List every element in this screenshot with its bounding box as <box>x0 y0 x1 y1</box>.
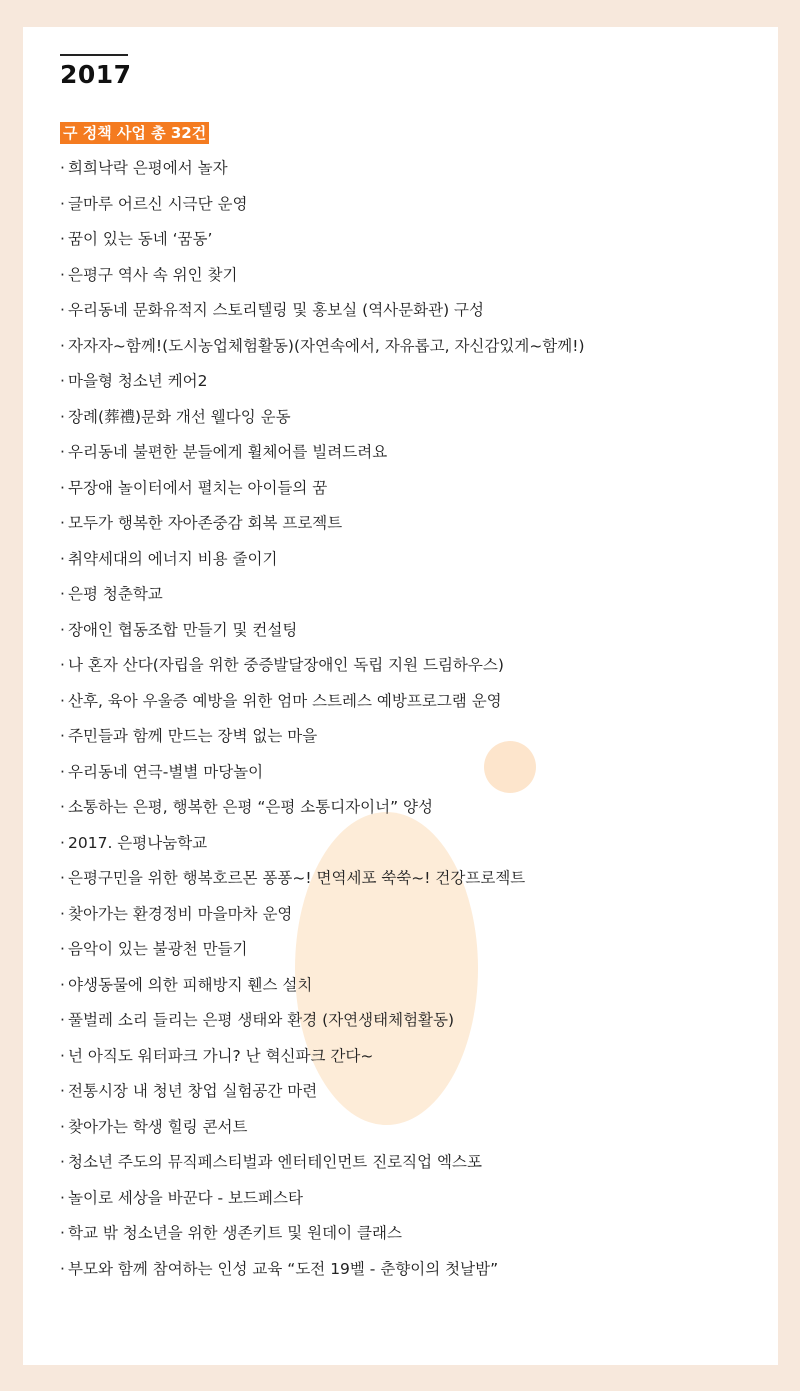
list-item-text: 우리동네 불편한 분들에게 휠체어를 빌려드려요 <box>68 443 388 461</box>
bullet-dot: · <box>60 762 65 781</box>
list-item <box>60 400 585 436</box>
list-item-text: 마을형 청소년 케어2 <box>68 372 208 390</box>
bullet-dot: · <box>60 478 65 497</box>
list-item <box>60 1003 585 1039</box>
list-item-text: 청소년 주도의 뮤직페스티벌과 엔터테인먼트 진로직업 엑스포 <box>68 1153 482 1171</box>
list-item <box>60 932 585 968</box>
list-item-text: 전통시장 내 청년 창업 실험공간 마련 <box>68 1082 318 1100</box>
list-item-text: 자자자~함께!(도시농업체험활동)(자연속에서, 자유롭고, 자신감있게~함께!) <box>68 336 585 355</box>
list-item-text: 은평 청춘학교 <box>68 585 163 603</box>
bullet-dot: · <box>60 904 65 923</box>
list-item-text: 글마루 어르신 시극단 운영 <box>68 194 248 213</box>
list-item <box>60 684 585 720</box>
list-item-text: 음악이 있는 불광천 만들기 <box>68 940 248 958</box>
bullet-dot: · <box>60 301 65 319</box>
list-item-text: 야생동물에 의한 피해방지 휀스 설치 <box>68 975 313 994</box>
bullet-dot: · <box>60 1188 65 1207</box>
list-item <box>60 826 585 862</box>
bullet-dot: · <box>60 514 65 532</box>
list-item-text: 장애인 협동조합 만들기 및 컨설팅 <box>68 620 298 639</box>
list-item <box>60 1216 585 1252</box>
bullet-dot: · <box>60 443 65 461</box>
bullet-dot: · <box>60 798 65 816</box>
bullet-dot: · <box>60 1153 65 1171</box>
list-item-text: 풀벌레 소리 들리는 은평 생태와 환경 (자연생태체험활동) <box>68 1011 455 1029</box>
list-item <box>60 435 585 471</box>
list-item <box>60 364 585 400</box>
list-item-text: 무장애 놀이터에서 펼치는 아이들의 꿈 <box>68 478 328 497</box>
list-item-text: 은평구 역사 속 위인 찾기 <box>68 265 238 284</box>
list-item <box>60 187 585 223</box>
bullet-dot: · <box>60 833 65 852</box>
list-item <box>60 1074 585 1110</box>
bullet-dot: · <box>60 336 65 355</box>
list-item <box>60 329 585 365</box>
bullet-dot: · <box>60 1117 65 1136</box>
list-item-text: 부모와 함께 참여하는 인성 교육 “도전 19벨 - 춘향이의 첫날밤” <box>68 1259 499 1278</box>
bullet-dot: · <box>60 265 65 284</box>
list-item-text: 산후, 육아 우울증 예방을 위한 엄마 스트레스 예방프로그램 운영 <box>68 691 502 710</box>
list-item-text: 희희낙락 은평에서 놀자 <box>68 159 228 177</box>
bullet-dot: · <box>60 975 65 994</box>
list-item-text: 우리동네 문화유적지 스토리텔링 및 홍보실 (역사문화관) 구성 <box>68 301 484 319</box>
list-item <box>60 790 585 826</box>
list-item-text: 나 혼자 산다(자립을 위한 중증발달장애인 독립 지원 드림하우스) <box>68 656 504 674</box>
list-item-text: 학교 밖 청소년을 위한 생존키트 및 원데이 클래스 <box>68 1224 402 1242</box>
list-item <box>60 755 585 791</box>
list-item <box>60 1181 585 1217</box>
bullet-dot: · <box>60 230 65 248</box>
bullet-dot: · <box>60 1259 65 1278</box>
list-item-text: 우리동네 연극-별별 마당놀이 <box>68 762 264 781</box>
bullet-dot: · <box>60 1011 65 1029</box>
list-item-text: 놀이로 세상을 바꾼다 - 보드페스타 <box>68 1188 303 1207</box>
bullet-dot: · <box>60 159 65 177</box>
list-item <box>60 1145 585 1181</box>
list-item <box>60 293 585 329</box>
content-card <box>23 27 778 1365</box>
bullet-dot: · <box>60 1224 65 1242</box>
list-item <box>60 222 585 258</box>
bullet-dot: · <box>60 1046 65 1065</box>
list-item-text: 장례(葬禮)문화 개선 웰다잉 운동 <box>68 407 291 426</box>
bullet-dot: · <box>60 1082 65 1100</box>
bullet-dot: · <box>60 869 65 887</box>
list-item-text: 소통하는 은평, 행복한 은평 “은평 소통디자이너” 양성 <box>68 798 433 816</box>
list-item <box>60 613 585 649</box>
list-item <box>60 542 585 578</box>
bullet-dot: · <box>60 372 65 390</box>
list-item <box>60 648 585 684</box>
list-item-text: 은평구민을 위한 행복호르몬 퐁퐁~! 면역세포 쑥쑥~! 건강프로젝트 <box>68 869 526 887</box>
project-list <box>60 151 585 1287</box>
year-heading: 2017 <box>60 60 132 89</box>
list-item <box>60 861 585 897</box>
list-item <box>60 258 585 294</box>
list-item <box>60 719 585 755</box>
year-divider <box>60 54 128 56</box>
bullet-dot: · <box>60 407 65 426</box>
section-highlight-label: 구 정책 사업 총 32건 <box>60 122 209 144</box>
list-item <box>60 151 585 187</box>
list-item <box>60 577 585 613</box>
bullet-dot: · <box>60 549 65 568</box>
list-item-text: 넌 아직도 워터파크 가니? 난 혁신파크 간다~ <box>68 1046 374 1065</box>
list-item <box>60 897 585 933</box>
list-item-text: 찾아가는 환경정비 마을마차 운영 <box>68 904 293 923</box>
list-item-text: 모두가 행복한 자아존중감 회복 프로젝트 <box>68 514 343 532</box>
list-item <box>60 1110 585 1146</box>
bullet-dot: · <box>60 656 65 674</box>
list-item-text: 찾아가는 학생 힐링 콘서트 <box>68 1117 248 1136</box>
list-item-text: 꿈이 있는 동네 ‘꿈동’ <box>68 230 213 248</box>
list-item-text: 2017. 은평나눔학교 <box>68 833 208 852</box>
bullet-dot: · <box>60 585 65 603</box>
list-item <box>60 506 585 542</box>
list-item <box>60 1252 585 1288</box>
list-item <box>60 471 585 507</box>
list-item <box>60 968 585 1004</box>
list-item <box>60 1039 585 1075</box>
bullet-dot: · <box>60 194 65 213</box>
bullet-dot: · <box>60 691 65 710</box>
bullet-dot: · <box>60 940 65 958</box>
list-item-text: 취약세대의 에너지 비용 줄이기 <box>68 549 278 568</box>
bullet-dot: · <box>60 620 65 639</box>
list-item-text: 주민들과 함께 만드는 장벽 없는 마을 <box>68 727 318 745</box>
bullet-dot: · <box>60 727 65 745</box>
